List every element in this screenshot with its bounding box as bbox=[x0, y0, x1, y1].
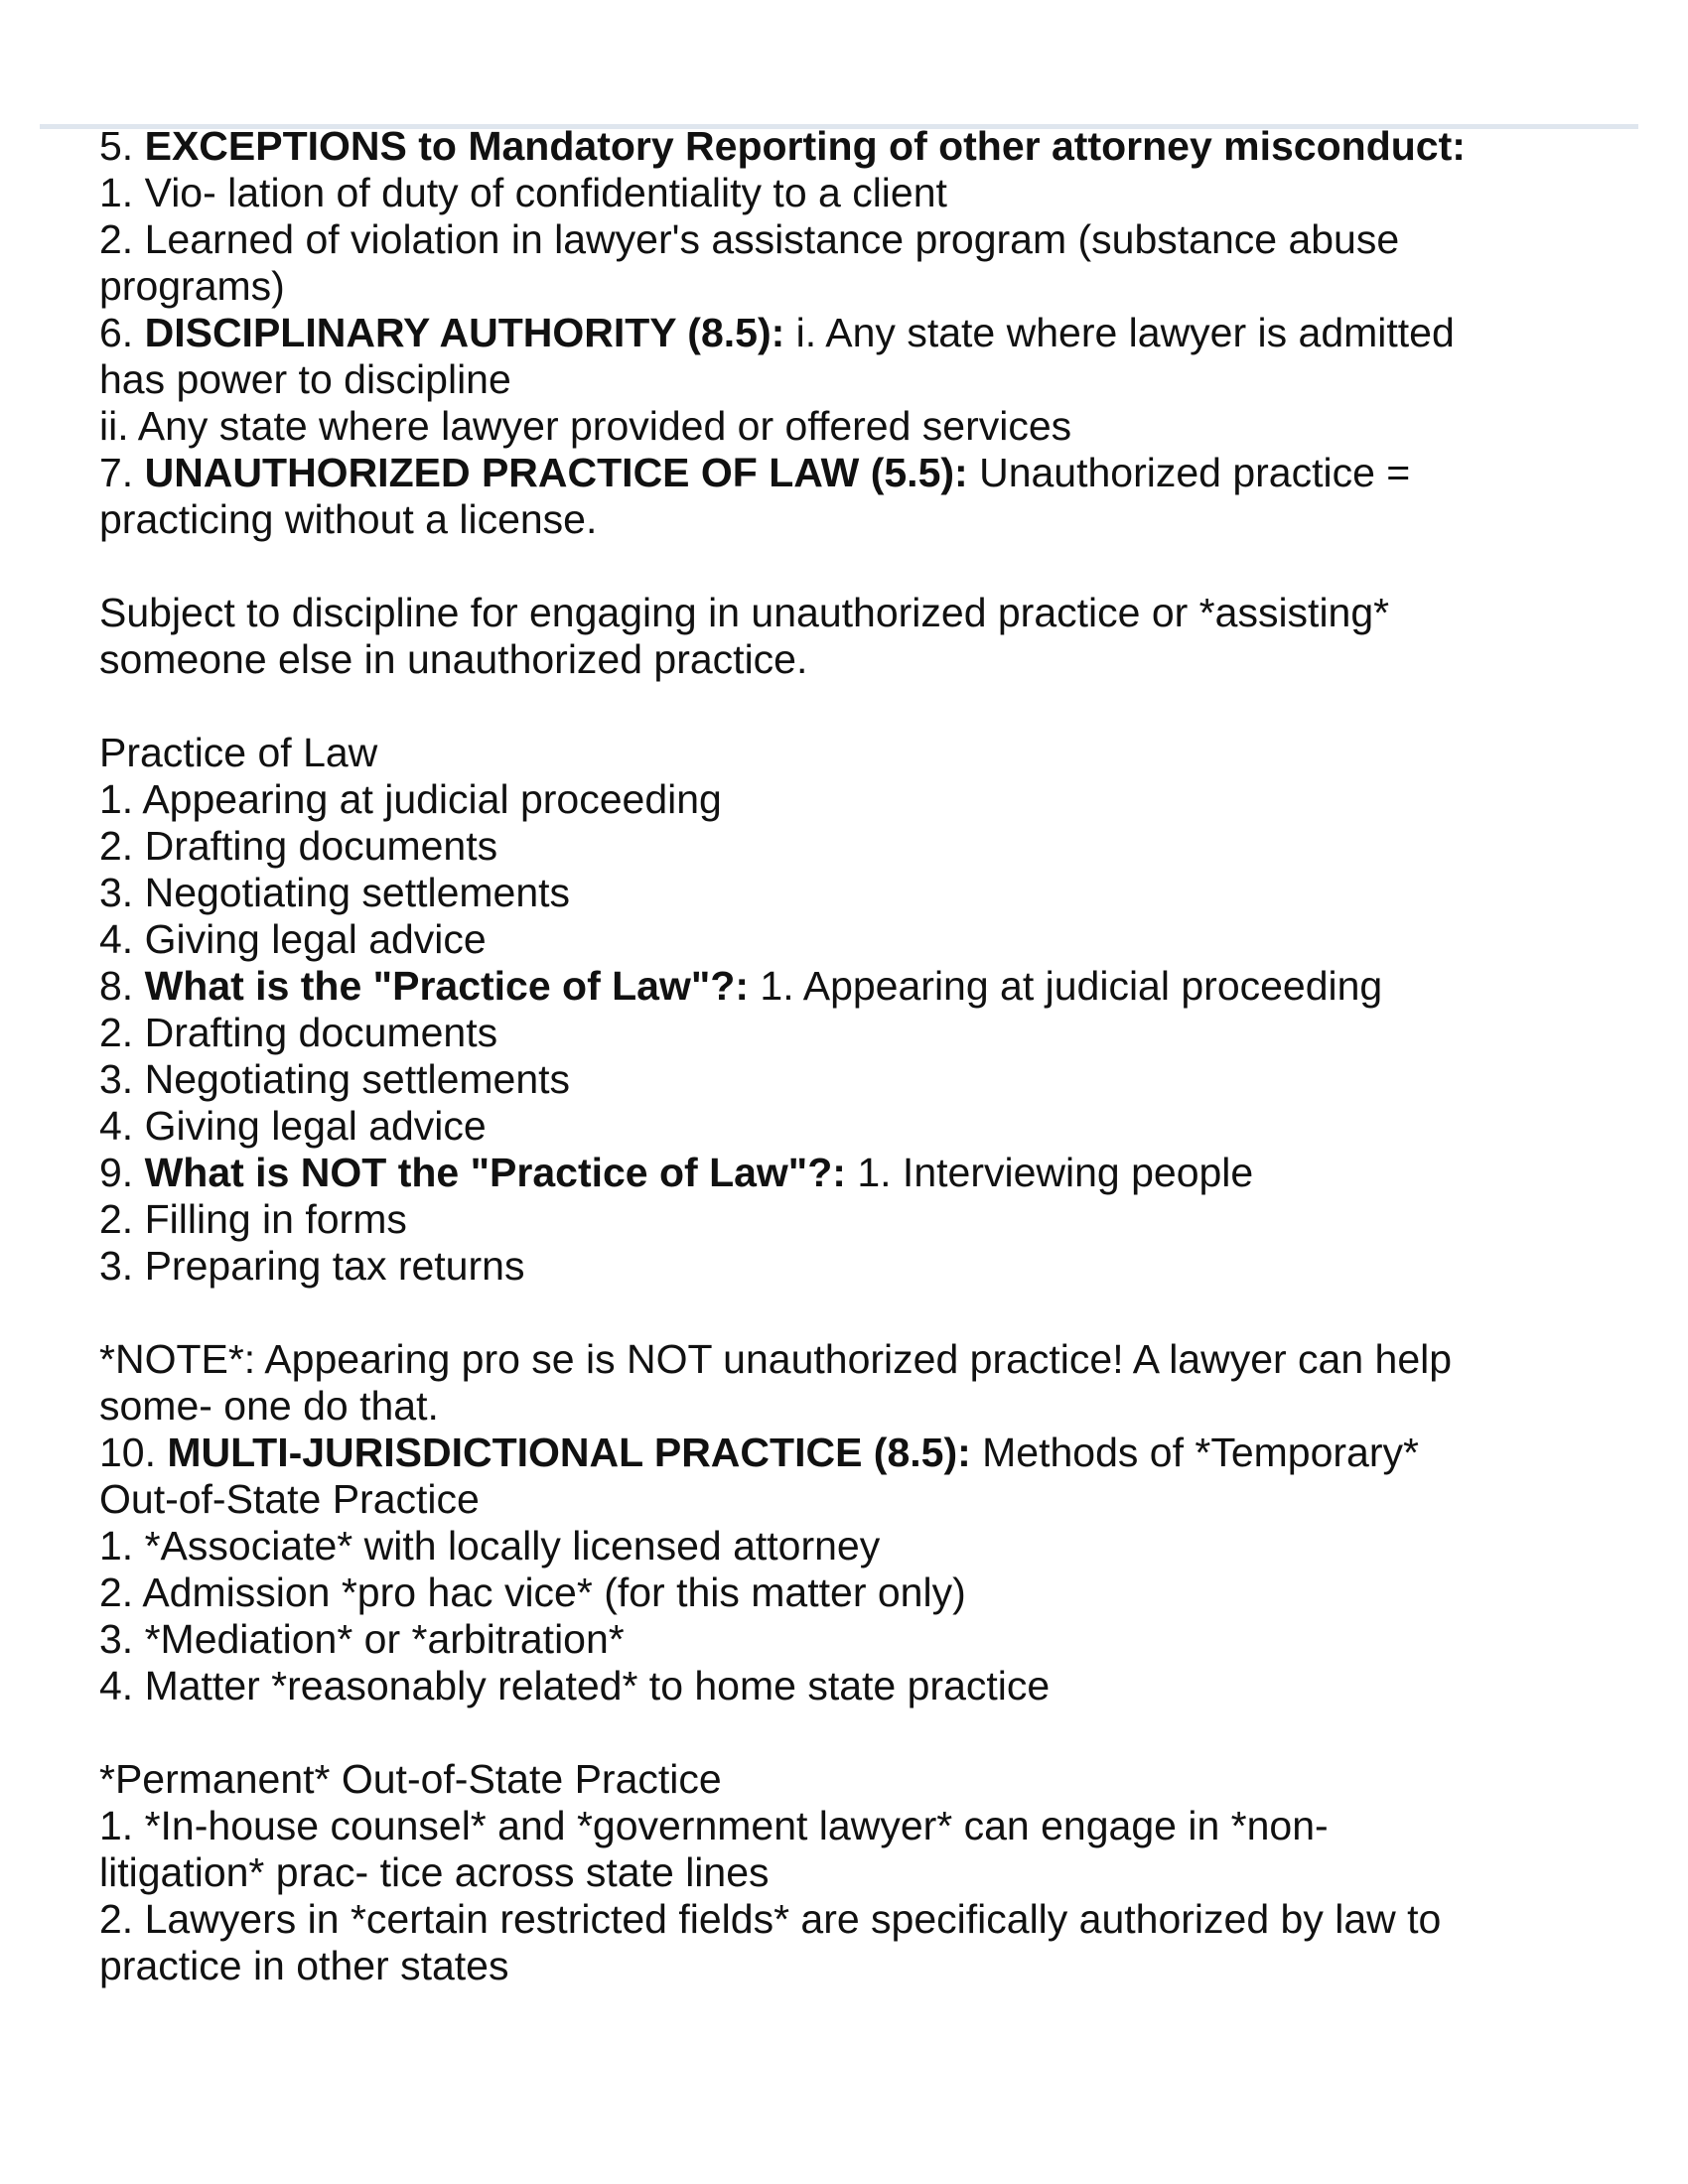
text-segment: 3. Negotiating settlements bbox=[99, 870, 571, 915]
text-line bbox=[99, 263, 1609, 310]
text-line bbox=[99, 403, 1609, 450]
text-segment: 4. Giving legal advice bbox=[99, 1103, 487, 1149]
text-segment: Subject to discipline for engaging in unauthorized practice or *assisting* bbox=[99, 590, 1390, 635]
text-segment: ii. Any state where lawyer provided or offered services bbox=[99, 403, 1072, 449]
text-segment: 5. bbox=[99, 123, 145, 169]
text-segment: 3. Negotiating settlements bbox=[99, 1056, 571, 1102]
blank-line bbox=[99, 683, 1609, 730]
text-line bbox=[99, 1103, 1609, 1150]
text-line bbox=[99, 1616, 1609, 1663]
text-line bbox=[99, 1849, 1609, 1896]
blank-line bbox=[99, 1709, 1609, 1756]
text-segment: practice in other states bbox=[99, 1943, 509, 1988]
text-line bbox=[99, 123, 1609, 170]
text-segment: 4. Giving legal advice bbox=[99, 916, 487, 962]
text-line bbox=[99, 1570, 1609, 1616]
text-line bbox=[99, 216, 1609, 263]
text-line bbox=[99, 1196, 1609, 1243]
text-segment: practicing without a license. bbox=[99, 496, 598, 542]
text-segment: 2. Drafting documents bbox=[99, 823, 498, 869]
text-segment: 10. bbox=[99, 1430, 168, 1475]
text-segment: 1. Interviewing people bbox=[845, 1150, 1254, 1195]
text-segment: 3. Preparing tax returns bbox=[99, 1243, 525, 1289]
text-segment: 1. *Associate* with locally licensed attorney bbox=[99, 1523, 881, 1569]
blank-line bbox=[99, 543, 1609, 590]
text-segment: 3. *Mediation* or *arbitration* bbox=[99, 1616, 625, 1662]
text-line bbox=[99, 356, 1609, 403]
text-line bbox=[99, 1150, 1609, 1196]
text-segment: 1. *In-house counsel* and *government lawyer* can engage in *non- bbox=[99, 1803, 1329, 1848]
text-line bbox=[99, 776, 1609, 823]
text-line bbox=[99, 636, 1609, 683]
text-segment: 2. Lawyers in *certain restricted fields* are specifically authorized by law to bbox=[99, 1896, 1442, 1942]
text-segment: 6. bbox=[99, 310, 145, 355]
section-heading: What is NOT the "Practice of Law"?: bbox=[144, 1150, 846, 1195]
text-line bbox=[99, 170, 1609, 216]
text-segment: 2. Learned of violation in lawyer's assistance program (substance abuse bbox=[99, 216, 1400, 262]
section-heading: DISCIPLINARY AUTHORITY (8.5): bbox=[144, 310, 785, 355]
text-segment: *Permanent* Out-of-State Practice bbox=[99, 1756, 722, 1802]
text-line bbox=[99, 1430, 1609, 1476]
text-line bbox=[99, 963, 1609, 1010]
text-segment: 1. Appearing at judicial proceeding bbox=[749, 963, 1383, 1009]
text-line bbox=[99, 1803, 1609, 1849]
section-heading: MULTI-JURISDICTIONAL PRACTICE (8.5): bbox=[167, 1430, 971, 1475]
text-line bbox=[99, 496, 1609, 543]
text-segment: Methods of *Temporary* bbox=[970, 1430, 1419, 1475]
section-heading: UNAUTHORIZED PRACTICE OF LAW (5.5): bbox=[144, 450, 968, 495]
text-segment: Practice of Law bbox=[99, 730, 378, 775]
text-segment: 8. bbox=[99, 963, 145, 1009]
text-segment: 2. Admission *pro hac vice* (for this matter only) bbox=[99, 1570, 966, 1615]
text-segment: 1. Appearing at judicial proceeding bbox=[99, 776, 722, 822]
text-segment: 2. Drafting documents bbox=[99, 1010, 498, 1055]
text-line bbox=[99, 1756, 1609, 1803]
document-body bbox=[99, 123, 1609, 1989]
text-line bbox=[99, 1056, 1609, 1103]
text-line bbox=[99, 1523, 1609, 1570]
text-line bbox=[99, 916, 1609, 963]
text-line bbox=[99, 1243, 1609, 1290]
blank-line bbox=[99, 1290, 1609, 1336]
text-line bbox=[99, 1336, 1609, 1383]
text-segment: Unauthorized practice = bbox=[967, 450, 1411, 495]
section-heading: What is the "Practice of Law"?: bbox=[144, 963, 750, 1009]
text-line bbox=[99, 730, 1609, 776]
text-line bbox=[99, 823, 1609, 870]
text-line bbox=[99, 1010, 1609, 1056]
text-line bbox=[99, 590, 1609, 636]
text-line bbox=[99, 1476, 1609, 1523]
text-segment: Out-of-State Practice bbox=[99, 1476, 480, 1522]
text-segment: has power to discipline bbox=[99, 356, 511, 402]
text-segment: litigation* prac- tice across state lines bbox=[99, 1849, 770, 1895]
text-segment: 9. bbox=[99, 1150, 145, 1195]
text-segment: i. Any state where lawyer is admitted bbox=[784, 310, 1455, 355]
text-segment: 7. bbox=[99, 450, 145, 495]
text-line bbox=[99, 1383, 1609, 1430]
text-line bbox=[99, 310, 1609, 356]
text-line bbox=[99, 450, 1609, 496]
text-segment: 2. Filling in forms bbox=[99, 1196, 407, 1242]
text-segment: 4. Matter *reasonably related* to home state practice bbox=[99, 1663, 1051, 1708]
text-segment: someone else in unauthorized practice. bbox=[99, 636, 808, 682]
text-segment: some- one do that. bbox=[99, 1383, 439, 1429]
text-segment: 1. Vio- lation of duty of confidentiality to a client bbox=[99, 170, 947, 215]
section-heading: EXCEPTIONS to Mandatory Reporting of other attorney misconduct: bbox=[144, 123, 1466, 169]
text-line bbox=[99, 1663, 1609, 1709]
text-line bbox=[99, 870, 1609, 916]
text-line bbox=[99, 1943, 1609, 1989]
text-segment: programs) bbox=[99, 263, 285, 309]
text-line bbox=[99, 1896, 1609, 1943]
text-segment: *NOTE*: Appearing pro se is NOT unauthorized practice! A lawyer can help bbox=[99, 1336, 1453, 1382]
